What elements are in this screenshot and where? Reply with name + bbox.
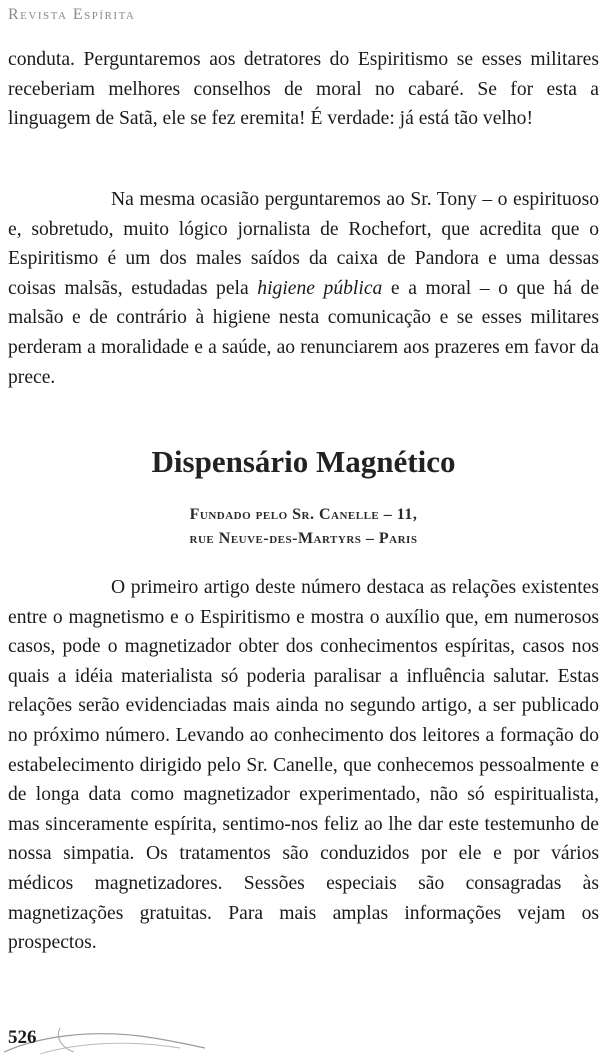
section-subtitle-line-1: Fundado pelo Sr. Canelle – 11, xyxy=(189,506,418,523)
section-title: Dispensário Magnético xyxy=(151,444,456,479)
paragraph-3: O primeiro artigo deste número destaca as relações existentes entre o magnetismo e o Espiritismo e mostra o auxílio que, em numerosos casos, pode o magnetizador obter dos conhecimentos espíritas, casos nos quais a idéia materialista só poderia paralisar a influência salutar. Estas relações serão evidenciadas mais ainda no segundo artigo, a ser publicado no próximo número. Levando ao conhecimento dos leitores a formação do estabelecimento dirigido pelo Sr. Canelle, que conhecemos pessoalmente e de longa data como magnetizador experimentado, não só espiritualista, mas sinceramente espírita, sentimo-nos feliz ao lhe dar este testemunho de nossa simpatia. Os tratamentos são conduzidos por ele e por vários médicos magnetizadores. Sessões especiais são consagradas às magnetizações gratuitas. Para mais amplas informações vejam os prospectos. xyxy=(8,577,599,954)
paragraph-2 xyxy=(8,185,599,392)
paragraph-2-text-a: Na mesma ocasião perguntaremos ao Sr. Tony – o espirituoso e, sobretudo, muito lógico jornalista de Rochefort, que acredita que o Espiritismo é um dos males saídos da caixa de Pandora e uma dessas coisas malsãs, estudadas pela xyxy=(8,189,599,299)
running-head: Revista Espírita xyxy=(8,6,136,23)
paragraph-2-text-b: e a moral – o que há de malsão e de contrário à higiene nesta comunicação e se esses militares perderam a moralidade e a saúde, ao renunciarem aos prazeres em favor da prece. xyxy=(8,277,600,388)
section-subtitle-line-2: rue Neuve-des-Martyrs – Paris xyxy=(189,530,418,547)
paragraph-2-italic: higiene pública xyxy=(257,277,383,299)
paragraph-1: conduta. Perguntaremos aos detratores do Espiritismo se esses militares receberiam melhores conselhos de moral no cabaré. Se for esta a linguagem de Satã, ele se fez eremita! É verdade: já está tão velho! xyxy=(8,49,599,130)
section-subtitle xyxy=(0,503,607,551)
page-number: 526 xyxy=(8,1027,37,1048)
